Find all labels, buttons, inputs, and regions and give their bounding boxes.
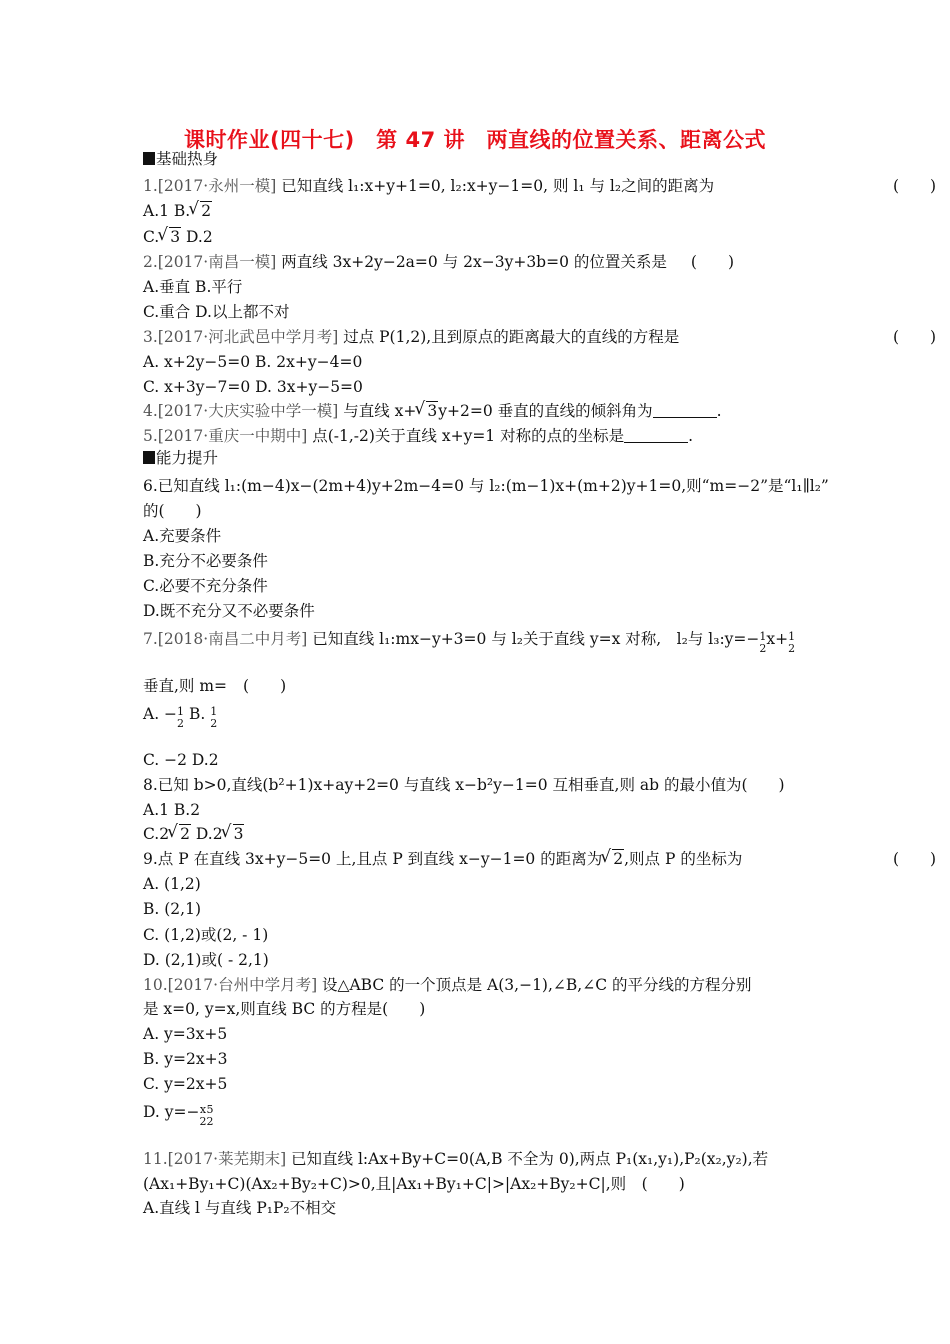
q8-options-ab: A.1 B.2 xyxy=(143,801,201,819)
section-advanced: 能力提升 xyxy=(143,447,808,469)
q6-option-a: A.充要条件 xyxy=(143,527,222,545)
q7-options-cd: C. −2 D.2 xyxy=(143,751,219,769)
fraction: 1 2 xyxy=(788,630,796,655)
answer-blank[interactable] xyxy=(624,427,688,443)
q8-options-cd: C.2√ 2 D.2√ 3 xyxy=(143,823,808,845)
q6-stem-cont: 的( ) xyxy=(143,502,202,520)
q6-stem: 6.已知直线 l₁:(m−4)x−(2m+4)y+2m−4=0 与 l₂:(m−1)x+(m+2)y+1=0,则“m=−2”是“l₁∥l₂” xyxy=(143,477,829,495)
q11-option-a: A.直线 l 与直线 P₁P₂不相交 xyxy=(143,1199,337,1217)
q9-stem: 9.点 P 在直线 3x+y−5=0 上,且点 P 到直线 x−y−1=0 的距离为√ 2,则点 P 的坐标为 ( ) xyxy=(143,848,808,870)
q9-option-d: D. (2,1)或( - 2,1) xyxy=(143,951,269,969)
q6-option-c: C.必要不充分条件 xyxy=(143,577,268,595)
fraction: 1 2 xyxy=(210,705,218,730)
q10-stem: 10.[2017·台州中学月考] 设△ABC 的一个顶点是 A(3,−1),∠B,∠C 的平分线的方程分别 xyxy=(143,976,752,994)
sqrt-symbol: √ 2 xyxy=(190,200,212,222)
q8-stem: 8.已知 b>0,直线(b²+1)x+ay+2=0 与直线 x−b²y−1=0 互相垂直,则 ab 的最小值为( ) xyxy=(143,776,785,794)
sqrt-symbol: √ 3 xyxy=(416,400,438,422)
fraction: 5 2 xyxy=(206,1103,214,1128)
q3-options-cd: C. x+3y−7=0 D. 3x+y−5=0 xyxy=(143,378,363,396)
q1-options-cd: C.√ 3 D.2 xyxy=(143,226,808,248)
square-bullet-icon xyxy=(143,152,155,165)
q10-option-c: C. y=2x+5 xyxy=(143,1075,228,1093)
q10-option-d: D. y=− x 2 5 2 xyxy=(143,1103,214,1128)
q10-option-b: B. y=2x+3 xyxy=(143,1050,228,1068)
q5-stem: 5.[2017·重庆一中期中] 点(-1,-2)关于直线 x+y=1 对称的点的坐标是 . xyxy=(143,427,694,445)
q4-stem: 4.[2017·大庆实验中学一模] 与直线 x+√ 3y+2=0 垂直的直线的倾斜角为 . xyxy=(143,400,808,422)
q2-options-cd: C.重合 D.以上都不对 xyxy=(143,303,290,321)
page-title: 课时作业(四十七) 第 47 讲 两直线的位置关系、距离公式 xyxy=(183,128,767,152)
q7-stem: 7.[2018·南昌二中月考] 已知直线 l₁:mx−y+3=0 与 l₂关于直线 y=x 对称, l₂与 l₃:y=− 1 2 x+ 1 2 xyxy=(143,630,796,655)
q3-options-ab: A. x+2y−5=0 B. 2x+y−4=0 xyxy=(143,353,363,371)
q9-option-c: C. (1,2)或(2, - 1) xyxy=(143,926,269,944)
section-basic: 基础热身 xyxy=(143,148,808,170)
answer-blank[interactable] xyxy=(653,402,717,418)
q6-option-d: D.既不充分又不必要条件 xyxy=(143,602,315,620)
q7-options-ab: A. − 1 2 B. 1 2 xyxy=(143,705,218,730)
q9-option-b: B. (2,1) xyxy=(143,900,201,918)
sqrt-symbol: √ 2 xyxy=(169,823,191,845)
fraction: 1 2 xyxy=(177,705,185,730)
square-bullet-icon xyxy=(143,451,155,464)
q10-option-a: A. y=3x+5 xyxy=(143,1025,228,1043)
q10-stem-cont: 是 x=0, y=x,则直线 BC 的方程是( ) xyxy=(143,1000,426,1018)
sqrt-symbol: √ 3 xyxy=(159,226,181,248)
q1-stem: 1.[2017·永州一模] 已知直线 l₁:x+y+1=0, l₂:x+y−1=0, 则 l₁ 与 l₂之间的距离为 ( ) xyxy=(143,177,937,195)
q2-stem: 2.[2017·南昌一模] 两直线 3x+2y−2a=0 与 2x−3y+3b=0 的位置关系是 ( ) xyxy=(143,253,734,271)
q11-stem: 11.[2017·莱芜期末] 已知直线 l:Ax+By+C=0(A,B 不全为 0),两点 P₁(x₁,y₁),P₂(x₂,y₂),若 xyxy=(143,1150,769,1168)
q1-options-ab: A.1 B.√ 2 xyxy=(143,200,808,222)
q3-stem: 3.[2017·河北武邑中学月考] 过点 P(1,2),且到原点的距离最大的直线的方程是 ( ) xyxy=(143,328,937,346)
q11-stem-cont: (Ax₁+By₁+C)(Ax₂+By₂+C)>0,且|Ax₁+By₁+C|>|Ax₂+By₂+C|,则 ( ) xyxy=(143,1175,685,1193)
q9-option-a: A. (1,2) xyxy=(143,875,201,893)
q6-option-b: B.充分不必要条件 xyxy=(143,552,268,570)
q2-options-ab: A.垂直 B.平行 xyxy=(143,278,243,296)
sqrt-symbol: √ 3 xyxy=(223,823,245,845)
sqrt-symbol: √ 2 xyxy=(602,848,624,870)
fraction: 1 2 xyxy=(759,630,767,655)
fraction: x 2 xyxy=(199,1103,207,1128)
q7-stem-cont: 垂直,则 m= ( ) xyxy=(143,677,287,695)
